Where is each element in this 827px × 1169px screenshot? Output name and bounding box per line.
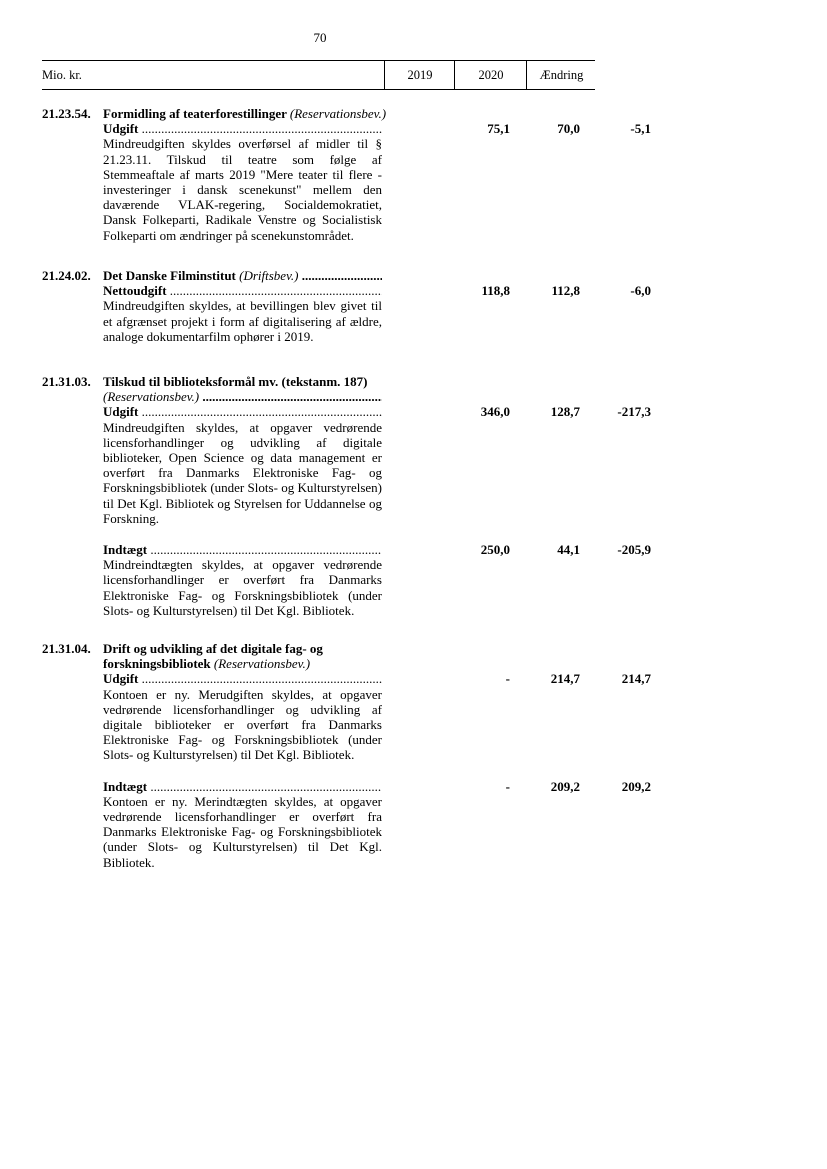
entry-description: Kontoen er ny. Merindtægten skyldes, at opgaver vedrørende licensforhandlinger er overført fra Danmarks Elektroniske Fag- og Forskningsbibliotek (under Slots- og Kulturstyrelsen) til Det Kgl. Bibliotek. — [103, 793, 382, 870]
entry-label: Udgift ..... — [103, 404, 382, 419]
account-title: Det Danske Filminstitut (Driftsbev.) ..... — [103, 268, 382, 283]
value-change: 209,2 — [621, 778, 651, 794]
account-title: Formidling af teaterforestillinger (Reservationsbev.) — [103, 106, 387, 121]
value-change: -6,0 — [630, 283, 651, 299]
value-change: -5,1 — [630, 121, 651, 137]
entry-description: Mindreindtægten skyldes, at opgaver vedrørende licensforhandlinger er overført fra Danmarks Elektroniske Fag- og Forskningsbibliotek (under Slots- og Kulturstyrelsen) til Det Kgl. Bibliotek. — [103, 557, 382, 618]
entry-description: Mindreudgiften skyldes overførsel af midler til § 21.23.11. Tilskud til teatre som følge af Stemmeaftale af marts 2019 "Mere teater til flere - investeringer i dansk scenekunst" mellem den daværende VLAK-regering, Socialdemokratiet, Dansk Folkeparti, Radikale Venstre og Socialistisk Folkeparti om ændringer på scenekunstområdet. — [103, 136, 382, 243]
value-2019: 118,8 — [481, 283, 510, 299]
budget-entry — [103, 542, 651, 618]
entry-label: Indtægt ..... — [103, 542, 382, 557]
value-2020: 112,8 — [551, 283, 580, 299]
budget-entry — [103, 121, 651, 243]
value-change: -205,9 — [617, 542, 651, 558]
value-2020: 214,7 — [550, 671, 580, 687]
account-section — [42, 641, 651, 870]
budget-entry — [103, 671, 651, 763]
entry-description: Mindreudgiften skyldes, at bevillingen blev givet til et afgrænset projekt i form af digitalisering af ældre, analoge dokumentarfilm ophører i 2019. — [103, 298, 382, 344]
page-number: 70 — [313, 30, 327, 45]
value-2019: - — [505, 778, 510, 794]
budget-entry — [103, 283, 651, 344]
entry-label: Udgift ..... — [103, 121, 382, 136]
value-2020: 209,2 — [550, 778, 580, 794]
account-code: 21.24.02. — [42, 268, 91, 283]
account-code: 21.23.54. — [42, 106, 91, 121]
entry-label: Udgift ..... — [103, 671, 382, 686]
value-2020: 44,1 — [557, 542, 580, 558]
value-2019: - — [505, 671, 510, 687]
entry-label: Nettoudgift ..... — [103, 283, 382, 298]
account-section — [42, 106, 651, 243]
budget-entry — [103, 404, 651, 526]
account-title: Drift og udvikling af det digitale fag- og forskningsbibliotek (Reservationsbev.) — [103, 641, 323, 672]
account-code: 21.31.04. — [42, 641, 91, 656]
unit-label: Mio. kr. — [42, 68, 82, 82]
value-change: 214,7 — [621, 671, 651, 687]
account-section — [42, 268, 651, 344]
value-change: -217,3 — [617, 404, 651, 420]
value-2019: 75,1 — [487, 121, 510, 137]
entry-description: Kontoen er ny. Merudgiften skyldes, at opgaver vedrørende licensforhandlinger og udvikling af digitale biblioteker er overført fra Danmarks Elektroniske Fag- og Forskningsbibliotek (under Slots- og Kulturstyrelsen) til Det Kgl. Bibliotek. — [103, 686, 382, 763]
entry-label: Indtægt ..... — [103, 779, 382, 794]
column-header-2020: 2020 — [454, 61, 527, 89]
value-2019: 250,0 — [480, 542, 510, 558]
column-header-change: Ændring — [526, 61, 596, 89]
account-title: Tilskud til biblioteksformål mv. (tekstanm. 187) (Reservationsbev.) ..... — [103, 374, 443, 404]
value-2019: 346,0 — [480, 404, 510, 420]
table-header — [42, 60, 595, 90]
entry-description: Mindreudgiften skyldes, at opgaver vedrørende licensforhandlinger og udvikling af digitale biblioteker, Open Science og data management er overført fra Danmarks Elektroniske Fag- og Forskningsbibliotek (under Slots- og Kulturstyrelsen) til Det Kgl. Bibliotek og Styrelsen for Uddannelse og Forskning. — [103, 419, 382, 526]
column-header-2019: 2019 — [384, 61, 455, 89]
account-code: 21.31.03. — [42, 374, 91, 389]
account-section — [42, 374, 651, 618]
budget-entry — [103, 778, 651, 870]
value-2020: 128,7 — [550, 404, 580, 420]
value-2020: 70,0 — [557, 121, 580, 137]
